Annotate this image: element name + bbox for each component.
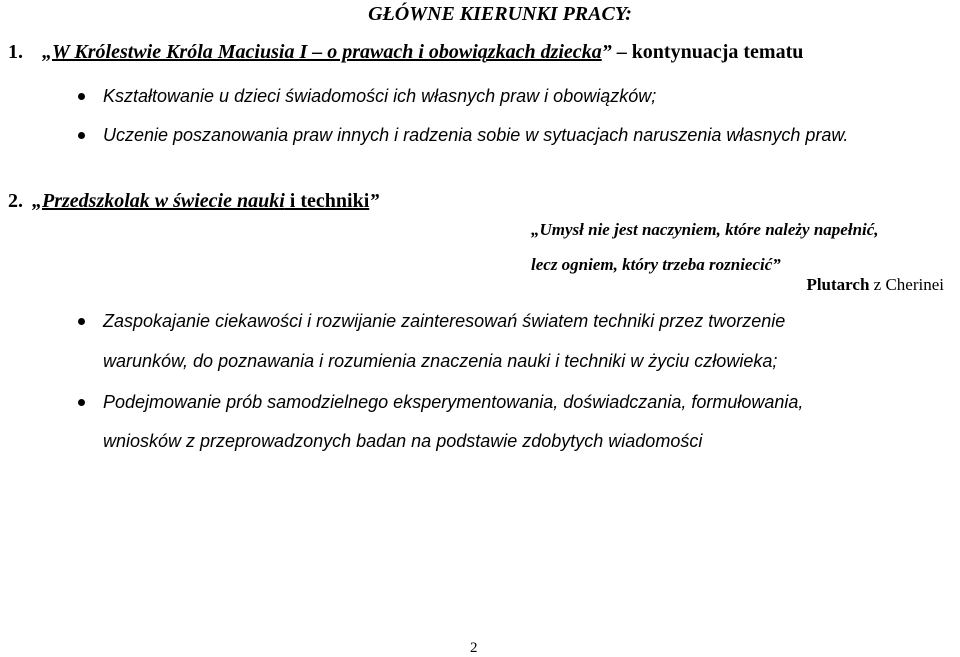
section-2-title-italic: Przedszkolak w świecie nauki xyxy=(42,190,285,212)
page-number: 2 xyxy=(470,640,478,656)
section-2-heading xyxy=(8,190,379,213)
bullet-icon xyxy=(78,399,85,406)
section-1-suffix: – kontynuacja tematu xyxy=(611,41,804,63)
section-2-title-rest: i techniki xyxy=(284,190,370,212)
section-2-bullet-1-line-2: warunków, do poznawania i rozumienia znaczenia nauki i techniki w życiu człowieka; xyxy=(103,351,778,371)
section-2-close-quote: ” xyxy=(369,190,380,212)
bullet-icon xyxy=(78,132,85,139)
section-2-bullet-1-line-1: Zaspokajanie ciekawości i rozwijanie zainteresowań światem techniki przez tworzenie xyxy=(103,311,786,331)
motto-line-1: „Umysł nie jest naczyniem, które należy napełnić, xyxy=(531,220,879,239)
section-2-bullet-2-line-1: Podejmowanie prób samodzielnego eksperymentowania, doświadczania, formułowania, xyxy=(103,392,804,412)
section-1-close-quote: ” xyxy=(601,41,612,63)
bullet-icon xyxy=(78,318,85,325)
section-1-bullet-1: Kształtowanie u dzieci świadomości ich własnych praw i obowiązków; xyxy=(103,86,657,106)
page-title: GŁÓWNE KIERUNKI PRACY: xyxy=(368,3,632,25)
author-origin: z Cherinei xyxy=(869,275,944,294)
section-1-number: 1. xyxy=(8,41,23,63)
motto-line-2: lecz ogniem, który trzeba rozniecić” xyxy=(531,255,781,274)
section-1-open-quote: „ xyxy=(42,41,52,63)
section-2-bullet-2-line-2: wniosków z przeprowadzonych badan na podstawie zdobytych wiadomości xyxy=(103,431,703,451)
section-2-number: 2. xyxy=(8,190,23,212)
bullet-icon xyxy=(78,93,85,100)
section-1-title: W Królestwie Króla Maciusia I – o prawach i obowiązkach dziecka xyxy=(52,41,602,63)
motto-author xyxy=(806,275,944,295)
section-1-heading xyxy=(8,41,803,64)
section-2-open-quote: „ xyxy=(32,190,42,212)
section-1-bullet-2: Uczenie poszanowania praw innych i radzenia sobie w sytuacjach naruszenia własnych praw. xyxy=(103,125,849,145)
author-name: Plutarch xyxy=(806,275,870,294)
